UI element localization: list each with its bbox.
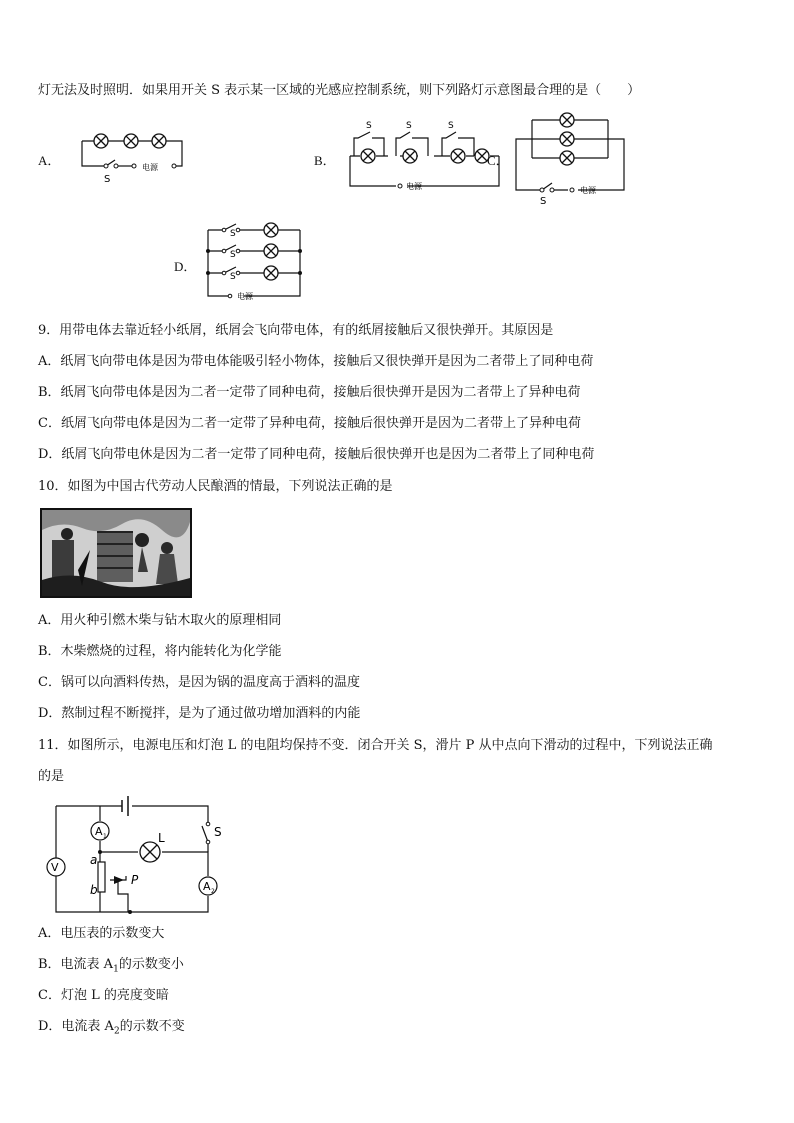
power-source-label: 电源: [142, 163, 158, 172]
svg-text:V: V: [51, 861, 59, 874]
svg-text:S: S: [214, 825, 222, 839]
switch-label: S: [104, 174, 111, 185]
q8-circuit-b: [344, 116, 504, 192]
q8-option-b-label: B．: [314, 153, 336, 168]
lamp-icon: [94, 134, 166, 148]
q11-option-a: A．电压表的示数变大: [38, 926, 165, 941]
q10-stem: 10．如图为中国古代劳动人民酿酒的情最，下列说法正确的是: [38, 479, 393, 494]
q8-circuit-d: [200, 220, 312, 302]
svg-text:b: b: [90, 883, 98, 897]
q8-option-c-label: C．: [487, 153, 509, 168]
power-source-label: 电源: [580, 186, 596, 195]
q11-stem-line1: 11．如图所示，电源电压和灯泡 L 的电阻均保持不变．闭合开关 S，滑片 P 从中点向下滑动的过程中，下列说法正确: [38, 738, 713, 753]
svg-text:A: A: [203, 880, 211, 893]
svg-text:P: P: [131, 873, 139, 887]
q9-option-d: D．纸屑飞向带电休是因为二者一定带了同种电荷，接触后很快弹开也是因为二者带上了同种电荷: [38, 447, 595, 462]
svg-text:2: 2: [211, 888, 215, 895]
q8-option-d-label: D．: [174, 259, 197, 274]
svg-text:1: 1: [103, 833, 107, 840]
q10-option-b: B．木柴燃烧的过程，将内能转化为化学能: [38, 644, 282, 659]
q10-option-d: D．熬制过程不断搅拌，是为了通过做功增加酒料的内能: [38, 706, 361, 721]
switch-label: S: [230, 250, 236, 260]
lamp-icon: [140, 842, 160, 862]
switch-label: S: [366, 121, 372, 131]
svg-text:a: a: [90, 853, 98, 867]
q9-option-a: A．纸屑飞向带电体是因为带电体能吸引轻小物体，接触后又很快弹开是因为二者带上了同种电荷: [38, 354, 594, 369]
switch-label: S: [448, 121, 454, 131]
q10-option-c: C．锅可以向酒料传热，是因为锅的温度高于酒料的温度: [38, 675, 360, 690]
q11-stem-line2: 的是: [38, 769, 65, 784]
q8-option-a-label: A．: [38, 153, 61, 168]
q9-option-b: B．纸屑飞向带电体是因为二者一定带了同种电荷，接触后很快弹开是因为二者带上了异种电荷: [38, 385, 581, 400]
q8-circuit-a: [70, 124, 200, 188]
q11-circuit-diagram: [38, 796, 228, 920]
ammeter1-icon: [91, 822, 109, 840]
q9-option-c: C．纸屑飞向带电体是因为二者一定带了异种电荷，接触后很快弹开是因为二者带上了异种电荷: [38, 416, 581, 431]
q10-option-a: A．用火种引燃木柴与钻木取火的原理相同: [38, 613, 282, 628]
switch-label: S: [230, 272, 236, 282]
q11-option-b: B．电流表 $A_1$的示数变小: [38, 957, 184, 975]
svg-text:A: A: [95, 825, 103, 838]
switch-label: S: [406, 121, 412, 131]
voltmeter-icon: [47, 858, 65, 876]
wine-making-illustration: [40, 508, 192, 598]
power-source-label: 电源: [237, 292, 253, 301]
q11-option-c: C．灯泡 L 的亮度变暗: [38, 988, 169, 1003]
switch-label: S: [540, 196, 547, 207]
q9-stem: 9．用带电体去靠近轻小纸屑，纸屑会飞向带电体，有的纸屑接触后又很快弹开。其原因是: [38, 323, 554, 338]
ammeter2-icon: [199, 877, 217, 895]
power-source-label: 电源: [406, 182, 422, 191]
switch-label: S: [230, 229, 236, 239]
q8-circuit-c: [512, 110, 630, 210]
q11-option-d: D．电流表 $A_2$的示数不变: [38, 1019, 185, 1037]
svg-text:L: L: [158, 831, 165, 845]
q8-stem: 灯无法及时照明．如果用开关 S 表示某一区域的光感应控制系统，则下列路灯示意图最合理的是（ ）: [38, 83, 641, 98]
